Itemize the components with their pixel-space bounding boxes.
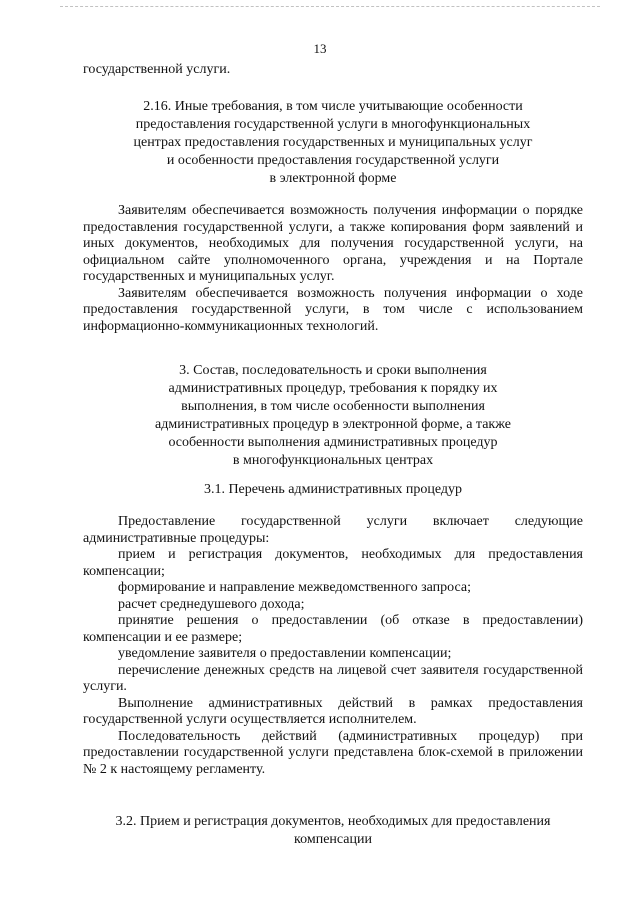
- heading-line: 2.16. Иные требования, в том числе учитывающие особенности: [143, 99, 523, 114]
- section-3-1-heading: [83, 481, 583, 499]
- heading-line: особенности выполнения административных процедур: [168, 435, 498, 450]
- scan-artifact-line: [60, 6, 600, 9]
- section-3-1-body: [83, 514, 583, 778]
- heading-line: 3. Состав, последовательность и сроки выполнения: [179, 363, 487, 378]
- list-item: принятие решения о предоставлении (об отказе в предоставлении) компенсации и ее размере;: [83, 613, 583, 645]
- heading-line: и особенности предоставления государственной услуги: [166, 153, 500, 168]
- paragraph: Последовательность действий (административных процедур) при предоставлении государственной услуги представлена блок-схемой в приложении № 2 к настоящему регламенту.: [83, 728, 583, 777]
- heading-line: выполнения, в том числе особенности выполнения: [181, 399, 485, 414]
- section-2-16-body: [83, 203, 583, 335]
- heading-line: административных процедур в электронной форме, а также: [155, 417, 511, 432]
- paragraph: Заявителям обеспечивается возможность получения информации о ходе предоставления государственной услуги, в том числе с использованием информационно-коммуникационных технологий.: [83, 285, 583, 334]
- list-item: прием и регистрация документов, необходимых для предоставления компенсации;: [83, 547, 583, 579]
- list-item: формирование и направление межведомственного запроса;: [118, 580, 471, 595]
- heading-line: 3.2. Прием и регистрация документов, необходимых для предоставления: [115, 814, 551, 829]
- heading-line: центрах предоставления государственных и муниципальных услуг: [133, 135, 533, 150]
- heading-line: в электронной форме: [269, 171, 397, 186]
- paragraph: Заявителям обеспечивается возможность получения информации о порядке предоставления государственной услуги, а также копирования форм заявлений и иных документов, необходимых для получения государственной услуги, на официальном сайте уполномоченного органа, учреждения и на Портале государственных и муниципальных услуг.: [83, 203, 583, 284]
- paragraph: Выполнение административных действий в рамках предоставления государственной услуги осуществляется исполнителем.: [83, 695, 583, 727]
- paragraph: Предоставление государственной услуги включает следующие административные процедуры:: [83, 514, 583, 546]
- section-3-heading: [83, 362, 583, 470]
- list-item: уведомление заявителя о предоставлении компенсации;: [118, 646, 452, 661]
- heading-line: предоставления государственной услуги в многофункциональных: [135, 117, 531, 132]
- list-item: перечисление денежных средств на лицевой счет заявителя государственной услуги.: [83, 662, 583, 694]
- heading-line: компенсации: [294, 832, 372, 847]
- paragraph: государственной услуги.: [83, 62, 231, 77]
- page-number: 13: [313, 41, 327, 56]
- heading-line: в многофункциональных центрах: [232, 453, 434, 468]
- section-3-2-heading: [83, 813, 583, 849]
- list-item: расчет среднедушевого дохода;: [118, 596, 305, 612]
- heading-line: административных процедур, требования к порядку их: [168, 381, 498, 396]
- section-2-16-heading: [83, 98, 583, 188]
- heading-line: 3.1. Перечень административных процедур: [203, 482, 463, 497]
- continuation-text: [83, 62, 583, 79]
